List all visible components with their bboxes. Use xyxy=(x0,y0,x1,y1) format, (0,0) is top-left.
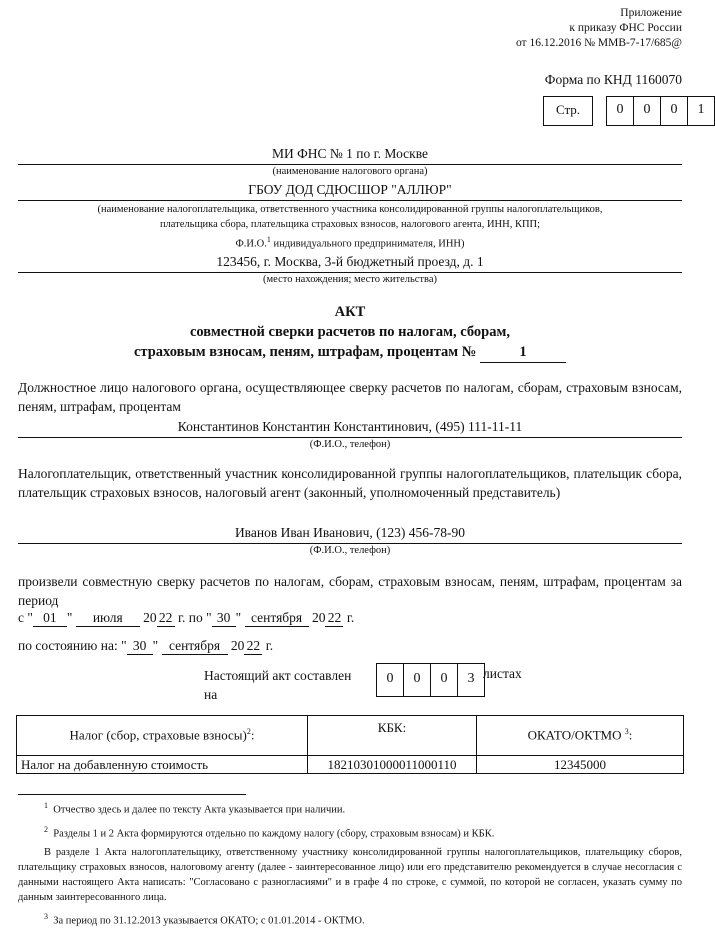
footnote-2a-text: Разделы 1 и 2 Акта формируются отдельно по каждому налогу (сбору, страховым взносам) и КБК. xyxy=(53,828,495,839)
footnote-3 xyxy=(18,909,682,929)
col1-label: Налог (сбор, страховые взносы) xyxy=(69,727,247,743)
table-header-tax xyxy=(17,716,308,756)
act-title xyxy=(18,302,682,363)
sheets-box xyxy=(377,663,485,697)
table-header-oktmo xyxy=(477,716,684,756)
form-code: Форма по КНД 1160070 xyxy=(544,72,682,87)
col3-suffix: : xyxy=(628,727,633,743)
table-cell-oktmo: 12345000 xyxy=(477,756,684,774)
period-to-year: 22 xyxy=(325,610,343,627)
period-dates: с " 01 " июля 20 22 г. по " 30 " сентября 20 22 г. xyxy=(18,610,355,625)
tax-table xyxy=(16,715,684,774)
page-digit: 0 xyxy=(606,96,634,126)
page-label: Стр. xyxy=(543,96,593,126)
sheets-digit: 3 xyxy=(457,663,485,697)
period-to-month: сентября xyxy=(245,610,309,627)
footnote-2-num: 2 xyxy=(44,824,48,834)
fio-label: Ф.И.О. xyxy=(235,238,267,250)
footnote-3-num: 3 xyxy=(44,912,48,921)
period-suffix: г. xyxy=(346,610,355,625)
footnote-3-text: За период по 31.12.2013 указывается ОКАТО; с 01.01.2014 - ОКТМО. xyxy=(53,915,365,927)
period-from-day: 01 xyxy=(33,610,67,627)
tax-authority-caption: (наименование налогового органа) xyxy=(272,166,428,177)
page-number-box xyxy=(543,96,715,126)
as-of-prefix: по состоянию на: xyxy=(18,638,118,653)
footnote-1-text: Отчество здесь и далее по тексту Акта указывается при наличии. xyxy=(53,804,346,816)
taxpayer-caption xyxy=(18,202,682,252)
footnote-ref-1: 1 xyxy=(266,235,271,244)
sheets-suffix: листах xyxy=(483,666,522,681)
col3-label: ОКАТО/ОКТМО xyxy=(527,727,622,743)
footnotes xyxy=(18,798,682,929)
title-line-3-text: страховым взносам, пеням, штрафам, процентам № xyxy=(134,344,477,360)
period-to-prefix: г. по xyxy=(178,610,203,625)
table-cell-tax: Налог на добавленную стоимость xyxy=(17,756,308,774)
period-from-month: июля xyxy=(76,610,140,627)
footnote-ref-3: 3 xyxy=(624,727,629,737)
page-digit: 1 xyxy=(687,96,715,126)
act-number: 1 xyxy=(480,342,566,363)
appendix-line-2: к приказу ФНС России xyxy=(569,22,682,34)
as-of-month: сентября xyxy=(162,638,228,655)
sheets-label xyxy=(204,666,351,704)
official-caption: (Ф.И.О., телефон) xyxy=(309,439,391,450)
table-header-kbk: КБК: xyxy=(308,716,477,756)
table-header-row xyxy=(17,716,684,756)
page-digit: 0 xyxy=(633,96,661,126)
ip-label: индивидуального предпринимателя, ИНН) xyxy=(270,238,465,250)
title-line-3 xyxy=(18,342,682,363)
period-from-year-prefix: 20 xyxy=(143,610,157,625)
sheets-label-1: Настоящий акт составлен xyxy=(204,668,352,683)
payer-rep-value: Иванов Иван Иванович, (123) 456-78-90 xyxy=(18,525,682,544)
sheets-digit: 0 xyxy=(403,663,431,697)
page-digit: 0 xyxy=(660,96,688,126)
period-from-year: 22 xyxy=(157,610,175,627)
title-line-2: совместной сверки расчетов по налогам, сборам, xyxy=(189,324,511,340)
taxpayer-caption-3 xyxy=(18,232,682,252)
period-text: произвели совместную сверку расчетов по налогам, сборам, страховым взносам, пеням, штрафам, процентам за период xyxy=(18,574,682,608)
as-of-year: 22 xyxy=(244,638,262,655)
footnote-2b: В разделе 1 Акта налогоплательщику, ответственному участнику консолидированной группы налогоплательщиков, плательщику сборов, плательщику страховых взносов, налоговому агенту (далее - заинтересованное лицо) или его представителю рекомендуется в случае несогласия с данными настоящего Акта написать: "Согласовано с разногласиями" и в графе 4 по строке, с суммой, по которой не согласен, указать сумму по данным заинтересованного лица. xyxy=(18,847,682,903)
address-value: 123456, г. Москва, 3-й бюджетный проезд, д. 1 xyxy=(18,254,682,273)
period-to-year-prefix: 20 xyxy=(311,610,326,625)
taxpayer-value: ГБОУ ДОД СДЮСШОР "АЛЛЮР" xyxy=(18,182,682,201)
title-line-1: АКТ xyxy=(334,304,366,320)
period-to-day: 30 xyxy=(212,610,236,627)
appendix-line-1: Приложение xyxy=(620,7,682,19)
table-row xyxy=(17,756,684,774)
address-caption: (место нахождения; место жительства) xyxy=(263,274,437,285)
taxpayer-caption-1: (наименование налогоплательщика, ответственного участника консолидированной группы налогоплательщиков, xyxy=(97,204,603,215)
as-of-suffix: г. xyxy=(265,638,274,653)
sheets-digit: 0 xyxy=(376,663,404,697)
footnote-1 xyxy=(18,798,682,818)
tax-authority-value: МИ ФНС № 1 по г. Москве xyxy=(18,146,682,165)
footnote-2a xyxy=(18,822,682,842)
table-cell-kbk: 18210301000011000110 xyxy=(308,756,477,774)
sheets-label-2: на xyxy=(204,687,218,702)
official-text: Должностное лицо налогового органа, осуществляющее сверку расчетов по налогам, сборам, страховым взносам, пеням, штрафам, процентам xyxy=(18,380,682,414)
as-of-day: 30 xyxy=(127,638,153,655)
as-of-year-prefix: 20 xyxy=(230,638,245,653)
footnote-ref-2: 2 xyxy=(246,727,251,737)
payer-rep-text: Налогоплательщик, ответственный участник консолидированной группы налогоплательщиков, плательщик сбора, плательщик страховых взносов, налоговый агент (законный, уполномоченный представитель) xyxy=(18,466,682,500)
as-of-dates: по состоянию на: " 30 " сентября 20 22 г. xyxy=(18,638,274,653)
taxpayer-caption-2: плательщика сбора, плательщика страховых взносов, налогового агента, ИНН, КПП; xyxy=(159,219,541,230)
appendix-line-3: от 16.12.2016 № ММВ-7-17/685@ xyxy=(515,37,682,49)
sheets-digit: 0 xyxy=(430,663,458,697)
col1-suffix: : xyxy=(250,727,255,743)
payer-rep-caption: (Ф.И.О., телефон) xyxy=(309,545,391,556)
footnote-divider xyxy=(18,794,246,795)
appendix-block xyxy=(516,6,682,51)
official-value: Константинов Константин Константинович, (495) 111-11-11 xyxy=(18,419,682,438)
footnote-1-num: 1 xyxy=(44,801,48,810)
period-from-prefix: с xyxy=(18,610,24,625)
